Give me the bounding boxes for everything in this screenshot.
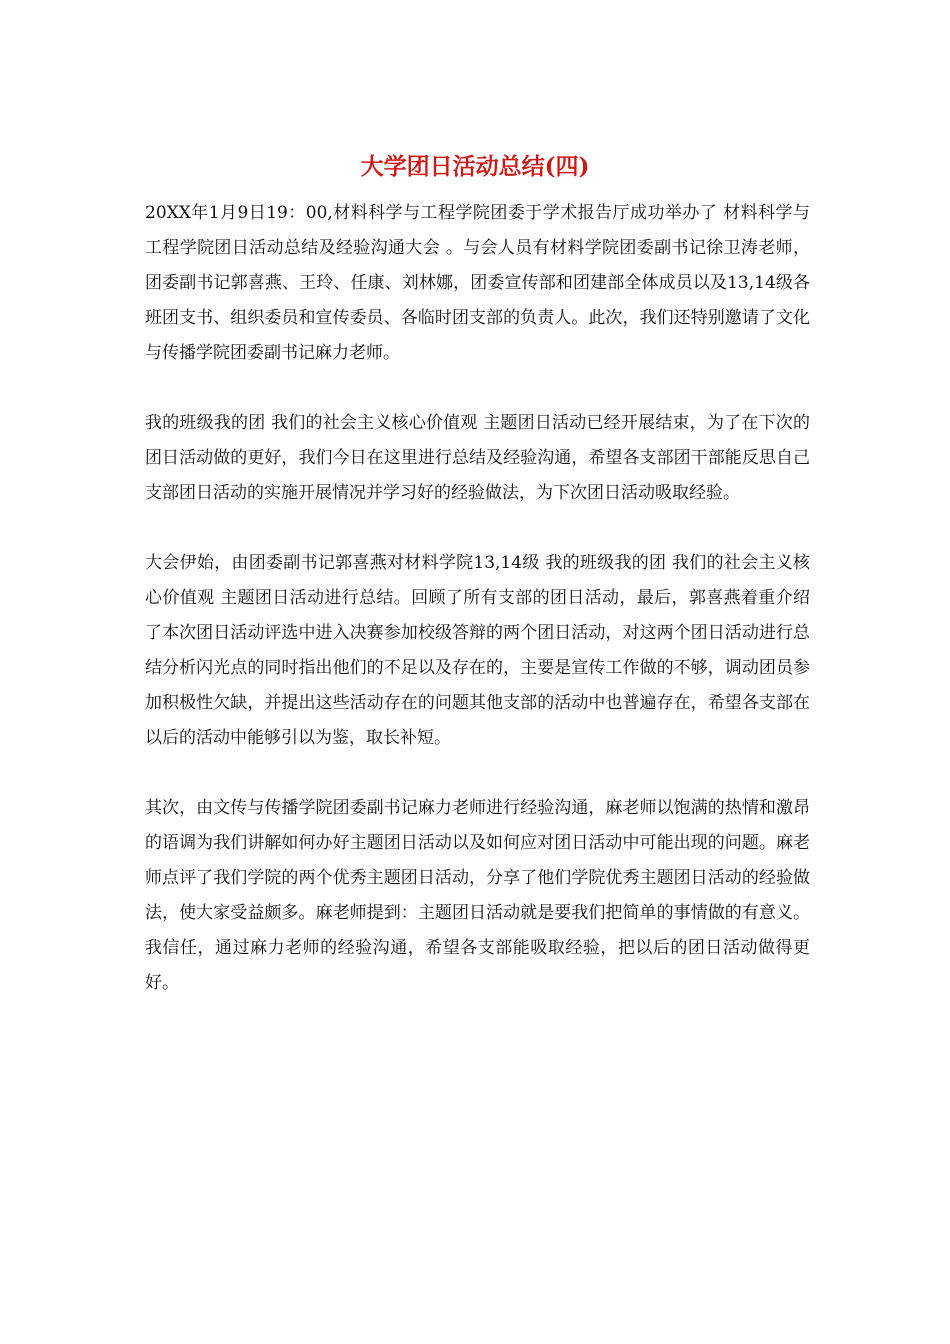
paragraph-3: 大会伊始，由团委副书记郭喜燕对材料学院13,14级 我的班级我的团 我们的社会主义核心价值观 主题团日活动进行总结。回顾了所有支部的团日活动，最后，郭喜燕着重介绍了本次团日活动评选中进入决赛参加校级答辩的两个团日活动，对这两个团日活动进行总结分析闪光点的同时指出他们的不足以及存在的，主要是宣传工作做的不够，调动团员参加积极性欠缺，并提出这些活动存在的问题其他支部的活动中也普遍存在，希望各支部在以后的活动中能够引以为鉴，取长补短。	[145, 553, 810, 748]
paragraph-4: 其次，由文传与传播学院团委副书记麻力老师进行经验沟通，麻老师以饱满的热情和激昂的语调为我们讲解如何办好主题团日活动以及如何应对团日活动中可能出现的问题。麻老师点评了我们学院的两个优秀主题团日活动，分享了他们学院优秀主题团日活动的经验做法，使大家受益颇多。麻老师提到：主题团日活动就是要我们把简单的事情做的有意义。我信任，通过麻力老师的经验沟通，希望各支部能吸取经验，把以后的团日活动做得更好。	[145, 798, 810, 993]
paragraph-1: 20XX年1月9日19：00,材料科学与工程学院团委于学术报告厅成功举办了 材料科学与工程学院团日活动总结及经验沟通大会 。与会人员有材料学院团委副书记徐卫涛老师，团委副书记郭喜燕、王玲、任康、刘林娜，团委宣传部和团建部全体成员以及13,14级各班团支书、组织委员和宣传委员、各临时团支部的负责人。此次，我们还特别邀请了文化与传播学院团委副书记麻力老师。	[145, 203, 810, 363]
document-body	[145, 196, 810, 1001]
document-title: 大学团日活动总结(四)	[360, 153, 590, 180]
paragraph-2: 我的班级我的团 我们的社会主义核心价值观 主题团日活动已经开展结束，为了在下次的团日活动做的更好，我们今日在这里进行总结及经验沟通，希望各支部团干部能反思自己支部团日活动的实施开展情况并学习好的经验做法，为下次团日活动吸取经验。	[145, 413, 810, 503]
